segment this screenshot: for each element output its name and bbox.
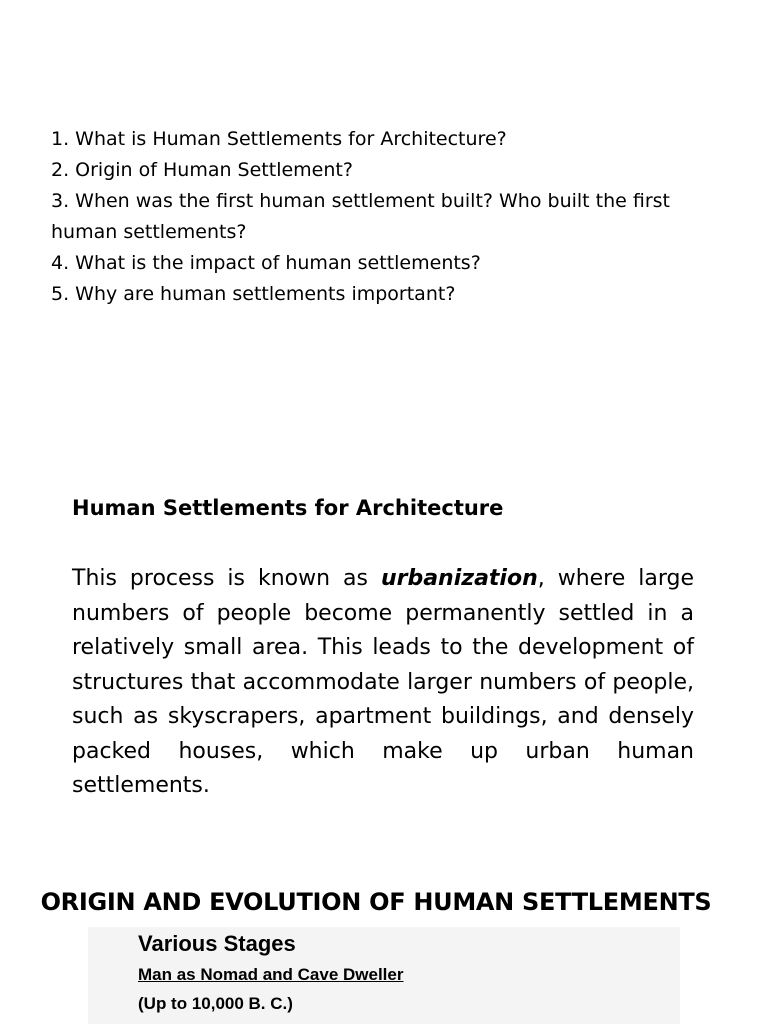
stages-title: Various Stages xyxy=(138,931,296,956)
stage-period: (Up to 10,000 B. C.) xyxy=(138,994,293,1013)
question-item: 1. What is Human Settlements for Architecture? xyxy=(51,128,507,150)
question-item: 3. When was the first human settlement built? Who built the first human settlements? xyxy=(51,190,671,243)
stages-slide xyxy=(88,927,680,1024)
origin-title: ORIGIN AND EVOLUTION OF HUMAN SETTLEMENTS xyxy=(40,888,712,916)
paragraph-text-start: This process is known as xyxy=(72,566,381,591)
urbanization-term: urbanization xyxy=(380,566,538,591)
urbanization-paragraph xyxy=(72,562,694,804)
paragraph-text-end: , where large numbers of people become permanently settled in a relatively small area. This leads to the development of structures that accommodate larger numbers of people, such as skyscrapers, apartment buildings, and densely packed houses, which make up urban human settlements. xyxy=(72,566,695,798)
section-heading: Human Settlements for Architecture xyxy=(72,496,504,520)
stage-name: Man as Nomad and Cave Dweller xyxy=(138,965,404,984)
question-list xyxy=(51,124,711,310)
question-item: 2. Origin of Human Settlement? xyxy=(51,159,353,181)
question-item: 5. Why are human settlements important? xyxy=(51,283,456,305)
question-item: 4. What is the impact of human settlements? xyxy=(51,252,481,274)
